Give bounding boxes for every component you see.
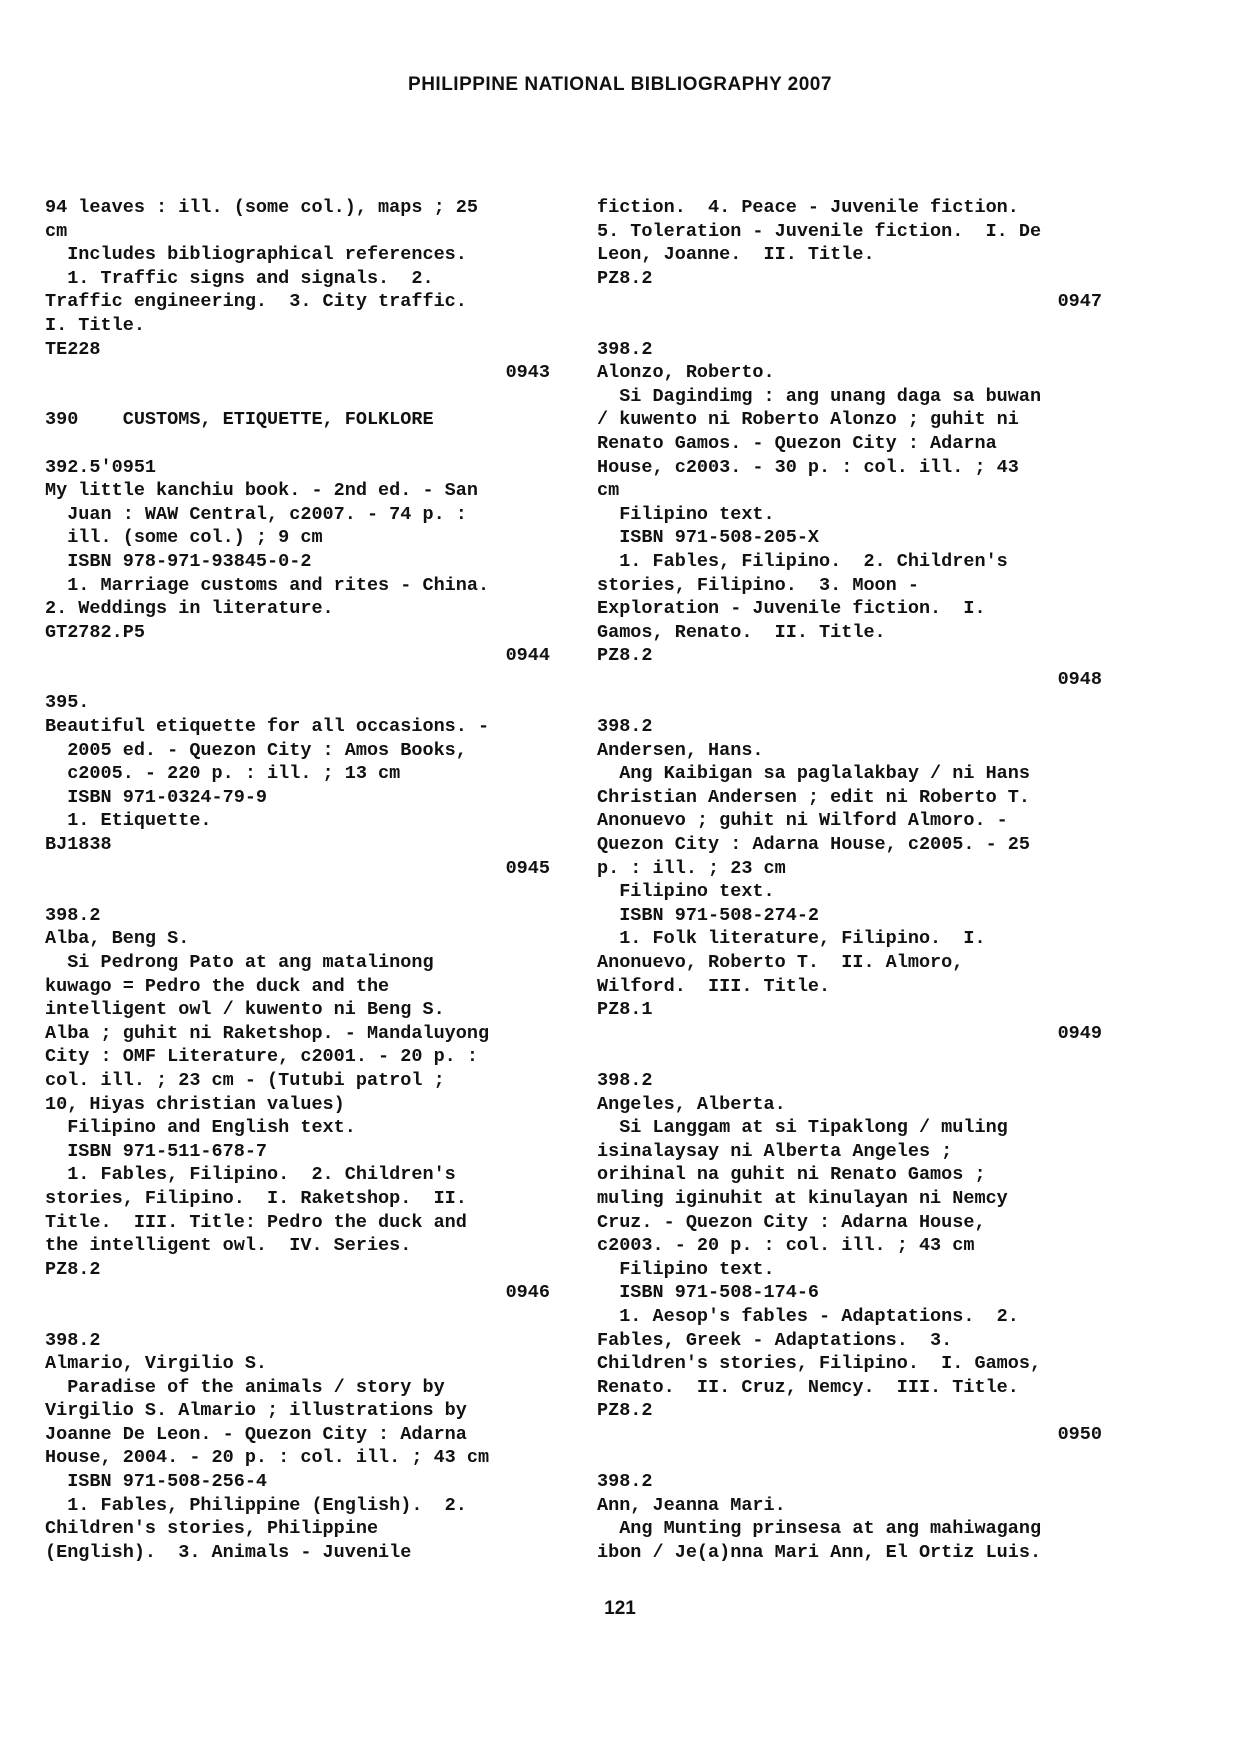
text-line: Children's stories, Philippine <box>45 1518 379 1540</box>
text-line: Wilford. III. Title. <box>597 975 831 997</box>
text-line: Cruz. - Quezon City : Adarna House, <box>597 1211 986 1233</box>
entry-number: 0950 <box>1057 1423 1102 1445</box>
text-line: PZ8.1 <box>597 999 653 1021</box>
text-line: 390 CUSTOMS, ETIQUETTE, FOLKLORE <box>45 409 434 431</box>
entry-number: 0944 <box>505 645 550 667</box>
text-line: Filipino text. <box>597 503 775 525</box>
text-line: Title. III. Title: Pedro the duck and <box>45 1211 467 1233</box>
text-line: 1. Etiquette. <box>45 810 212 832</box>
text-line: Anonuevo ; guhit ni Wilford Almoro. - <box>597 810 1008 832</box>
text-line: PZ8.2 <box>597 267 653 289</box>
text-line: ISBN 971-508-256-4 <box>45 1471 268 1493</box>
text-line: Alba, Beng S. <box>45 928 190 950</box>
text-line: 2005 ed. - Quezon City : Amos Books, <box>45 739 467 761</box>
blank-line <box>45 432 550 456</box>
text-line: 398.2 <box>45 904 101 926</box>
text-line: Paradise of the animals / story by <box>45 1376 445 1398</box>
text-line: stories, Filipino. 3. Moon - <box>597 574 919 596</box>
entry-number: 0943 <box>505 362 550 384</box>
text-line: ISBN 971-511-678-7 <box>45 1140 268 1162</box>
text-line: / kuwento ni Roberto Alonzo ; guhit ni <box>597 409 1019 431</box>
page-header: PHILIPPINE NATIONAL BIBLIOGRAPHY 2007 <box>408 74 832 95</box>
blank-line <box>597 691 1102 715</box>
entry-number: 0949 <box>1057 1022 1102 1044</box>
text-line: House, 2004. - 20 p. : col. ill. ; 43 cm <box>45 1447 490 1469</box>
text-line: Alba ; guhit ni Raketshop. - Mandaluyong <box>45 1022 490 1044</box>
left-column <box>45 196 550 1564</box>
text-line: Filipino and English text. <box>45 1117 356 1139</box>
text-line: Filipino text. <box>597 881 775 903</box>
text-line: Beautiful etiquette for all occasions. - <box>45 716 490 738</box>
text-line: 1. Traffic signs and signals. 2. <box>45 267 434 289</box>
text-line: 94 leaves : ill. (some col.), maps ; 25 <box>45 197 478 218</box>
text-line: 398.2 <box>597 716 653 738</box>
text-line: PZ8.2 <box>45 1258 101 1280</box>
text-line: the intelligent owl. IV. Series. <box>45 1235 412 1257</box>
text-line: PZ8.2 <box>597 1400 653 1422</box>
text-line: intelligent owl / kuwento ni Beng S. <box>45 999 445 1021</box>
text-line: Angeles, Alberta. <box>597 1093 786 1115</box>
text-line: PZ8.2 <box>597 645 653 667</box>
blank-line <box>45 880 550 904</box>
text-line: My little kanchiu book. - 2nd ed. - San <box>45 480 478 502</box>
blank-line <box>45 385 550 409</box>
text-line: c2005. - 220 p. : ill. ; 13 cm <box>45 763 401 785</box>
text-line: orihinal na guhit ni Renato Gamos ; <box>597 1164 986 1186</box>
text-line: Alonzo, Roberto. <box>597 362 775 384</box>
text-line: Gamos, Renato. II. Title. <box>597 621 886 643</box>
text-line: Filipino text. <box>597 1258 775 1280</box>
text-line: p. : ill. ; 23 cm <box>597 857 786 879</box>
text-line: 395. <box>45 692 90 714</box>
text-line: kuwago = Pedro the duck and the <box>45 975 390 997</box>
text-line: ISBN 971-508-274-2 <box>597 904 820 926</box>
text-line: 1. Marriage customs and rites - China. <box>45 574 490 596</box>
text-line: Si Langgam at si Tipaklong / muling <box>597 1117 1008 1139</box>
text-line: 392.5'0951 <box>45 456 157 478</box>
text-line: GT2782.P5 <box>45 621 145 643</box>
entry-number: 0948 <box>1057 668 1102 690</box>
page-number: 121 <box>604 1598 636 1619</box>
text-line: Juan : WAW Central, c2007. - 74 p. : <box>45 503 467 525</box>
text-line: BJ1838 <box>45 834 112 856</box>
text-line: ISBN 971-508-205-X <box>597 527 820 549</box>
text-line: col. ill. ; 23 cm - (Tutubi patrol ; <box>45 1069 445 1091</box>
text-line: ill. (some col.) ; 9 cm <box>45 527 323 549</box>
text-line: Renato Gamos. - Quezon City : Adarna <box>597 432 997 454</box>
text-line: Children's stories, Filipino. I. Gamos, <box>597 1353 1042 1375</box>
text-line: 1. Fables, Filipino. 2. Children's <box>597 550 1008 572</box>
text-line: 5. Toleration - Juvenile fiction. I. De <box>597 220 1042 242</box>
text-line: 1. Fables, Philippine (English). 2. <box>45 1494 467 1516</box>
text-line: (English). 3. Animals - Juvenile <box>45 1541 412 1563</box>
text-line: TE228 <box>45 338 101 360</box>
text-line: Renato. II. Cruz, Nemcy. III. Title. <box>597 1376 1019 1398</box>
text-line: Traffic engineering. 3. City traffic. <box>45 291 467 313</box>
text-line: cm <box>45 220 68 242</box>
text-line: 398.2 <box>597 1471 653 1493</box>
text-line: 1. Folk literature, Filipino. I. <box>597 928 986 950</box>
text-line: Ang Kaibigan sa paglalakbay / ni Hans <box>597 763 1030 785</box>
right-column <box>597 196 1102 1564</box>
blank-line <box>597 314 1102 338</box>
entry-number: 0946 <box>505 1282 550 1304</box>
text-line: ISBN 978-971-93845-0-2 <box>45 550 312 572</box>
text-line: 398.2 <box>45 1329 101 1351</box>
text-line: fiction. 4. Peace - Juvenile fiction. <box>597 197 1019 218</box>
text-line: Joanne De Leon. - Quezon City : Adarna <box>45 1423 467 1445</box>
text-line: Fables, Greek - Adaptations. 3. <box>597 1329 953 1351</box>
text-line: 398.2 <box>597 1069 653 1091</box>
text-line: Exploration - Juvenile fiction. I. <box>597 598 986 620</box>
text-line: Anonuevo, Roberto T. II. Almoro, <box>597 952 964 973</box>
entry-number: 0947 <box>1057 291 1102 313</box>
text-line: isinalaysay ni Alberta Angeles ; <box>597 1140 953 1162</box>
text-line: ISBN 971-508-174-6 <box>597 1282 820 1304</box>
text-line: ibon / Je(a)nna Mari Ann, El Ortiz Luis. <box>597 1541 1042 1563</box>
text-line: 1. Aesop's fables - Adaptations. 2. <box>597 1305 1019 1327</box>
text-line: cm <box>597 480 620 502</box>
text-line: Leon, Joanne. II. Title. <box>597 244 875 266</box>
text-line: Quezon City : Adarna House, c2005. - 25 <box>597 834 1030 856</box>
text-line: 398.2 <box>597 338 653 360</box>
blank-line <box>597 1045 1102 1069</box>
text-line: Si Dagindimg : ang unang daga sa buwan <box>597 385 1042 407</box>
text-line: c2003. - 20 p. : col. ill. ; 43 cm <box>597 1235 975 1257</box>
blank-line <box>597 1446 1102 1470</box>
text-line: Virgilio S. Almario ; illustrations by <box>45 1400 467 1422</box>
text-line: Christian Andersen ; edit ni Roberto T. <box>597 786 1030 808</box>
text-line: ISBN 971-0324-79-9 <box>45 786 268 808</box>
text-line: Ang Munting prinsesa at ang mahiwagang <box>597 1518 1042 1540</box>
text-line: House, c2003. - 30 p. : col. ill. ; 43 <box>597 456 1019 478</box>
text-line: I. Title. <box>45 314 145 336</box>
text-line: Si Pedrong Pato at ang matalinong <box>45 952 434 973</box>
text-line: Almario, Virgilio S. <box>45 1353 268 1375</box>
text-line: 10, Hiyas christian values) <box>45 1093 345 1115</box>
blank-line <box>45 1305 550 1329</box>
blank-line <box>45 668 550 692</box>
text-line: 2. Weddings in literature. <box>45 598 334 620</box>
text-line: Andersen, Hans. <box>597 739 764 761</box>
text-line: muling iginuhit at kinulayan ni Nemcy <box>597 1187 1008 1209</box>
entry-number: 0945 <box>505 857 550 879</box>
text-line: 1. Fables, Filipino. 2. Children's <box>45 1164 456 1186</box>
text-line: stories, Filipino. I. Raketshop. II. <box>45 1187 467 1209</box>
text-line: Ann, Jeanna Mari. <box>597 1494 786 1516</box>
text-line: City : OMF Literature, c2001. - 20 p. : <box>45 1046 478 1068</box>
text-line: Includes bibliographical references. <box>45 244 467 266</box>
